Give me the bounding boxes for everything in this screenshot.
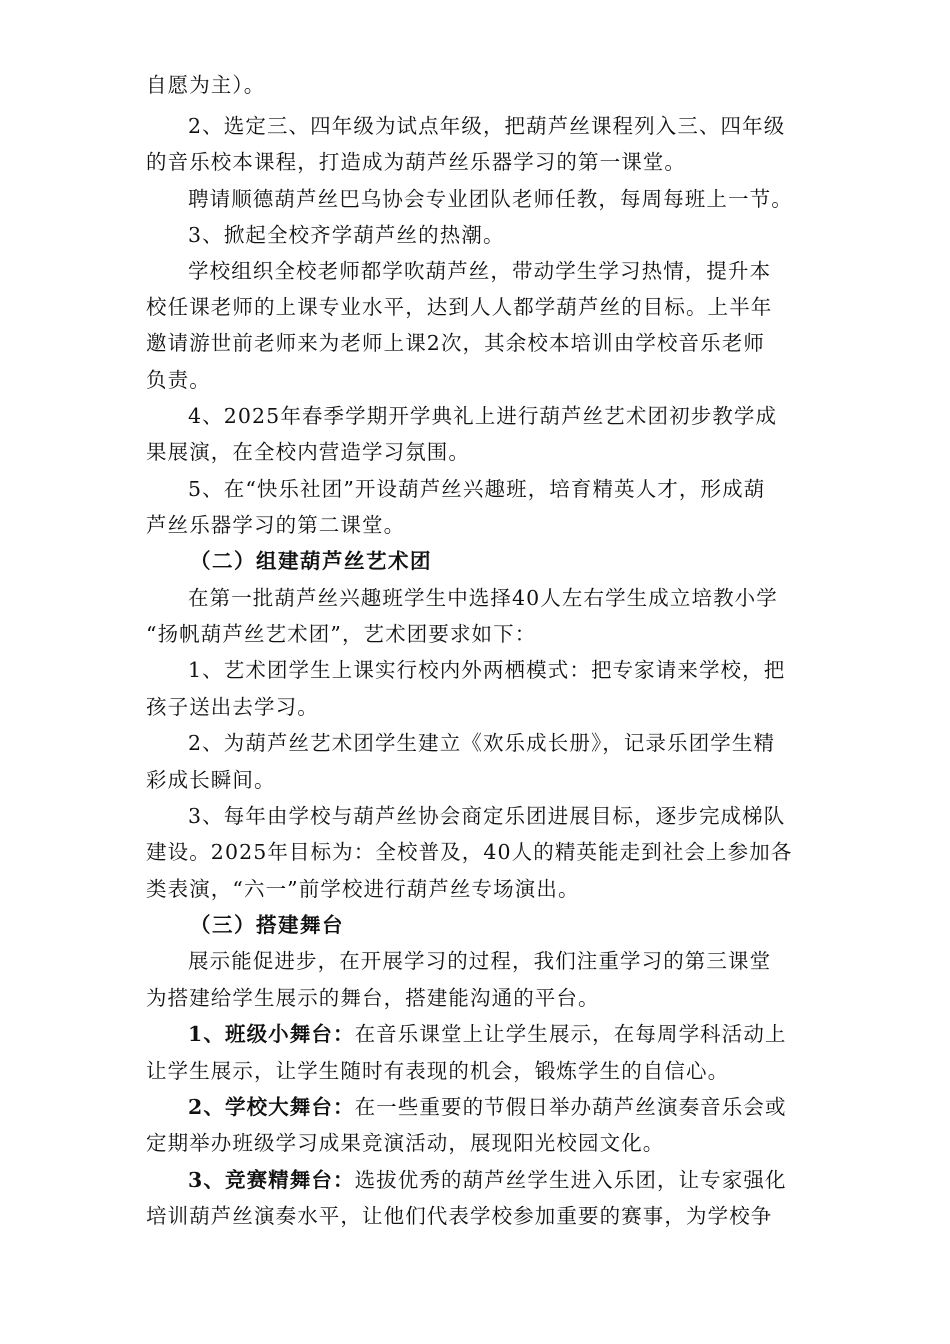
section-heading: （三）搭建舞台 (190, 913, 344, 937)
text-line: 4、2025年春季学期开学典礼上进行葫芦丝艺术团初步教学成 (188, 404, 778, 428)
text-line (188, 1166, 868, 1194)
bold-lead: 3、竞赛精舞台： (188, 1168, 355, 1192)
text-line: “扬帆葫芦丝艺术团”，艺术团要求如下： (146, 622, 537, 646)
text-line: 3、掀起全校齐学葫芦丝的热潮。 (188, 223, 505, 247)
text-line: 果展演，在全校内营造学习氛围。 (146, 440, 470, 464)
text-line: 学校组织全校老师都学吹葫芦丝，带动学生学习热情，提升本 (188, 259, 772, 283)
text-line: 自愿为主）。 (146, 73, 266, 97)
bold-lead: 1、班级小舞台： (188, 1022, 355, 1046)
text-line: 聘请顺德葫芦丝巴乌协会专业团队老师任教，每周每班上一节。 (188, 187, 793, 211)
text-line: 校任课老师的上课专业水平，达到人人都学葫芦丝的目标。上半年 (146, 295, 773, 319)
text-line: 为搭建给学生展示的舞台，搭建能沟通的平台。 (146, 986, 600, 1010)
text-span: 在一些重要的节假日举办葫芦丝演奏音乐会或 (354, 1095, 787, 1119)
text-line: 培训葫芦丝演奏水平，让他们代表学校参加重要的赛事，为学校争 (146, 1204, 773, 1228)
text-span: 在音乐课堂上让学生展示，在每周学科活动上 (354, 1022, 787, 1046)
text-line: 孩子送出去学习。 (146, 695, 319, 719)
text-line (188, 1093, 868, 1121)
text-line: 2、为葫芦丝艺术团学生建立《欢乐成长册》，记录乐团学生精 (188, 731, 776, 755)
section-heading: （二）组建葫芦丝艺术团 (190, 549, 432, 573)
bold-lead: 2、学校大舞台： (188, 1095, 355, 1119)
text-line: 让学生展示，让学生随时有表现的机会，锻炼学生的自信心。 (146, 1059, 730, 1083)
text-line: 2、选定三、四年级为试点年级，把葫芦丝课程列入三、四年级 (188, 114, 786, 138)
text-line: 彩成长瞬间。 (146, 768, 276, 792)
text-line: 3、每年由学校与葫芦丝协会商定乐团进展目标，逐步完成梯队 (188, 804, 786, 828)
text-line: 建设。2025年目标为：全校普及，40人的精英能走到社会上参加各 (146, 840, 793, 864)
text-line: 的音乐校本课程，打造成为葫芦丝乐器学习的第一课堂。 (146, 150, 686, 174)
text-line: 芦丝乐器学习的第二课堂。 (146, 513, 406, 537)
text-line (188, 1020, 868, 1048)
text-line: 在第一批葫芦丝兴趣班学生中选择40人左右学生成立培教小学 (188, 586, 778, 610)
text-line: 负责。 (146, 368, 211, 392)
text-line: 5、在“快乐社团”开设葫芦丝兴趣班，培育精英人才，形成葫 (188, 477, 766, 501)
text-span: 选拔优秀的葫芦丝学生进入乐团，让专家强化 (354, 1168, 787, 1192)
text-line: 展示能促进步，在开展学习的过程，我们注重学习的第三课堂 (188, 949, 772, 973)
text-line: 类表演，“六一”前学校进行葫芦丝专场演出。 (146, 877, 580, 901)
text-line: 1、艺术团学生上课实行校内外两栖模式：把专家请来学校，把 (188, 658, 786, 682)
text-line: 定期举办班级学习成果竞演活动，展现阳光校园文化。 (146, 1131, 665, 1155)
text-line: 邀请游世前老师来为老师上课2次，其余校本培训由学校音乐老师 (146, 331, 765, 355)
